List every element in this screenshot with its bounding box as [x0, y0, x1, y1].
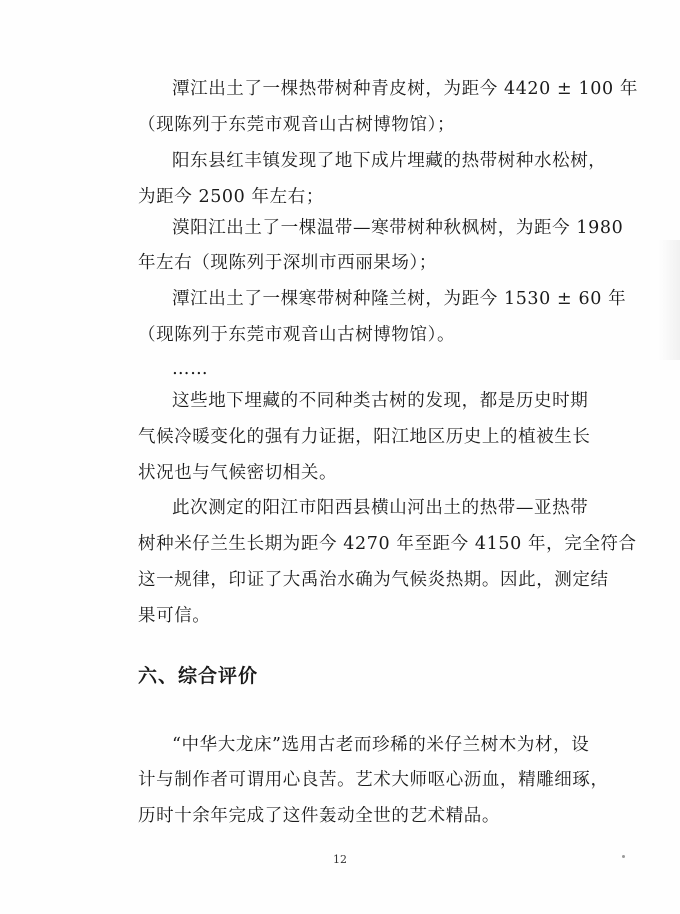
text-line: 历时十余年完成了这件轰动全世的艺术精品。	[138, 806, 500, 826]
text-line: 潭江出土了一棵热带树种青皮树，为距今 4420 ± 100 年	[172, 79, 638, 99]
text-line: 为距今 2500 年左右；	[138, 187, 324, 207]
scan-shadow	[658, 240, 680, 360]
text-line: 计与制作者可谓用心良苦。艺术大师呕心沥血，精雕细琢，	[138, 770, 609, 790]
text-line: 树种米仔兰生长期为距今 4270 年至距今 4150 年，完全符合	[138, 534, 637, 554]
text-line: 气候冷暖变化的强有力证据，阳江地区历史上的植被生长	[138, 427, 591, 447]
text-line: 潭江出土了一棵寒带树种隆兰树，为距今 1530 ± 60 年	[172, 289, 627, 309]
text-line: “中华大龙床”选用古老而珍稀的米仔兰树木为材，设	[172, 735, 590, 755]
text-line: 这一规律，印证了大禹治水确为气候炎热期。因此，测定结	[138, 570, 609, 590]
text-line: （现陈列于东莞市观音山古树博物馆）。	[138, 325, 456, 345]
text-line: 漠阳江出土了一棵温带—寒带树种秋枫树，为距今 1980	[172, 218, 624, 238]
text-line: 年左右（现陈列于深圳市西丽果场）；	[138, 253, 437, 273]
ellipsis-line: ……	[172, 359, 209, 379]
text-line: 果可信。	[138, 606, 211, 626]
text-line: 状况也与气候密切相关。	[138, 463, 338, 483]
text-line: （现陈列于东莞市观音山古树博物馆）；	[138, 115, 456, 135]
text-line: 阳东县红丰镇发现了地下成片埋藏的热带树种水松树，	[172, 151, 607, 171]
scan-speck	[622, 855, 625, 858]
page-number: 12	[333, 853, 347, 866]
text-line: 此次测定的阳江市阳西县横山河出土的热带—亚热带	[172, 498, 589, 518]
text-line: 这些地下埋藏的不同种类古树的发现，都是历史时期	[172, 391, 589, 411]
section-heading: 六、综合评价	[138, 665, 259, 687]
